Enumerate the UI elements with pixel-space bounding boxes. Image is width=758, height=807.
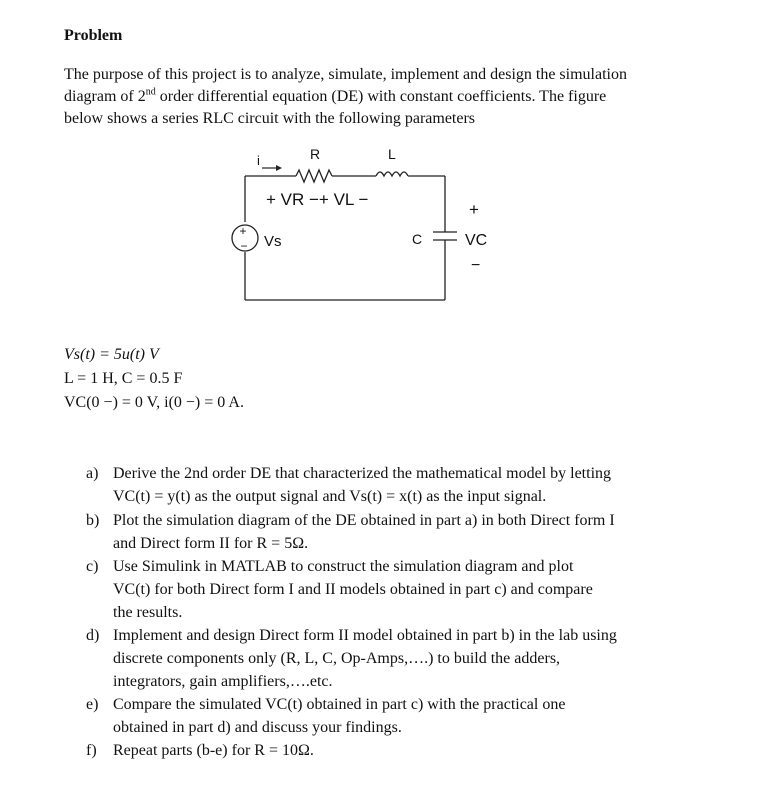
param-lc: L = 1 H, C = 0.5 F [64, 370, 183, 387]
question-line: Repeat parts (b-e) for R = 10Ω. [113, 742, 314, 759]
current-arrow-head [276, 165, 282, 171]
question-line: Derive the 2nd order DE that characterized the mathematical model by letting [113, 465, 612, 482]
source-label: Vs [264, 233, 282, 250]
question-d-line-3: integrators, gain amplifiers,….etc. [113, 673, 333, 690]
current-label: i [257, 153, 260, 168]
vc-plus-sign: + [469, 200, 479, 219]
problem-heading: Problem [64, 27, 123, 44]
voltage-drop-labels: + VR −+ VL − [266, 190, 369, 209]
param-source: Vs(t) = 5u(t) V [64, 346, 159, 363]
question-f [86, 742, 314, 760]
question-d-line-2: discrete components only (R, L, C, Op-Amps,….) to build the adders, [113, 650, 561, 667]
resistor-symbol [296, 170, 332, 182]
question-b [86, 512, 615, 530]
inductor-label: L [388, 146, 396, 162]
question-label: a) [86, 465, 99, 482]
question-d [86, 627, 617, 645]
question-e [86, 696, 565, 714]
intro-line-2 [64, 86, 606, 108]
question-line: Use Simulink in MATLAB to construct the simulation diagram and plot [113, 558, 574, 575]
vc-label: VC [465, 232, 488, 249]
source-plus-sign: + [239, 224, 247, 238]
capacitor-label: C [412, 231, 423, 247]
question-c-line-2: VC(t) for both Direct form I and II models obtained in part c) and compare [113, 581, 593, 598]
question-a [86, 465, 611, 483]
intro-superscript: nd [145, 86, 156, 98]
question-a-line-2: VC(t) = y(t) as the output signal and Vs(t) = x(t) as the input signal. [113, 488, 547, 505]
question-e-line-2: obtained in part d) and discuss your findings. [113, 719, 402, 736]
vc-minus-sign: − [471, 257, 481, 274]
rlc-circuit-diagram [220, 140, 510, 305]
intro-line-3: below shows a series RLC circuit with the following parameters [64, 110, 476, 127]
question-label: f) [86, 742, 97, 759]
question-label: c) [86, 558, 99, 575]
param-initial: VC(0 −) = 0 V, i(0 −) = 0 A. [64, 394, 244, 411]
question-label: e) [86, 696, 99, 713]
question-b-line-2: and Direct form II for R = 5Ω. [113, 535, 309, 552]
question-label: b) [86, 512, 100, 529]
intro-line-1: The purpose of this project is to analyze, simulate, implement and design the simulation [64, 66, 627, 83]
question-label: d) [86, 627, 100, 644]
inductor-symbol [376, 172, 408, 176]
question-line: Implement and design Direct form II model obtained in part b) in the lab using [113, 627, 617, 644]
question-line: Compare the simulated VC(t) obtained in part c) with the practical one [113, 696, 566, 713]
question-c-line-3: the results. [113, 604, 183, 621]
intro-line-2-rest: order differential equation (DE) with constant coefficients. The figure [155, 88, 607, 105]
question-line: Plot the simulation diagram of the DE obtained in part a) in both Direct form I [113, 512, 615, 529]
source-minus-sign: − [240, 239, 248, 253]
resistor-label: R [310, 146, 321, 162]
question-c [86, 558, 573, 576]
intro-line-2-start: diagram of 2 [64, 88, 146, 105]
